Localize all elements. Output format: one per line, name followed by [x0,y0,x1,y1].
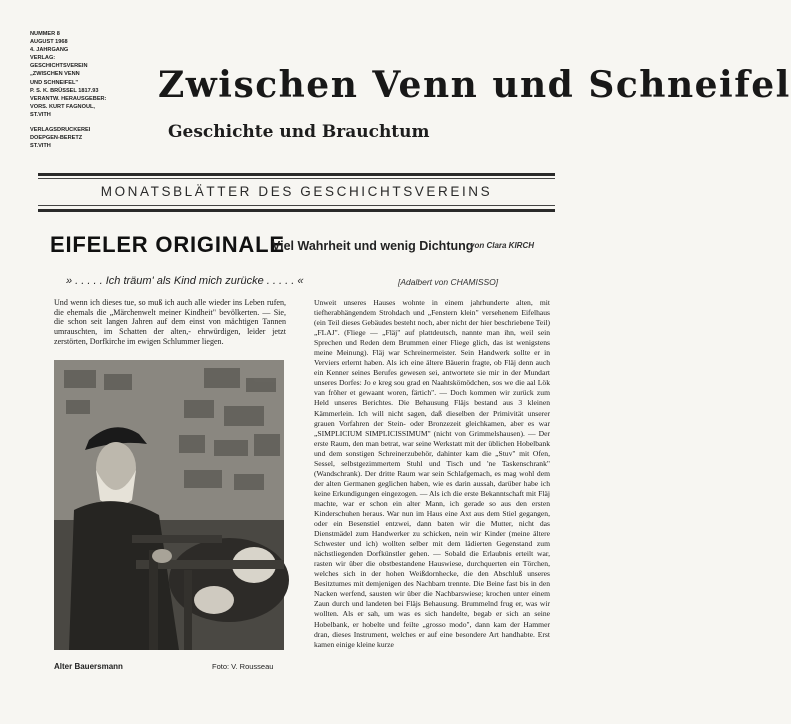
divider-bottom-thin [38,205,555,206]
issue-info-line: VORS. KURT FAGNOUL, [30,103,95,110]
article-body: Unweit unseres Hauses wohnte in einem jahrhunderte alten, mit tiefherabhängendem Strohdach und „Fenstern klein" versehenem Eifelhaus (ein Teil dieses Gebäudes besteht noch, aber nicht der hier beschriebene Teil) „FLAJ". (Fliege — „Fläj" auf plattdeutsch, nannte man ihn, weil sein Sprechen und Reden dem Brummen einer Fliege glich, das ist wenigstens meine Meinung). Fläj war Schreinermeister. Sein Handwerk sollte er in Verviers erlernt haben. Als ich eine ältere Bäuerin fragte, ob Fläj denn auch ein Kenner seines Berufes gewesen sei, antwortete sie mir in der Mundart unseres Dorfes: Jo e kreg sou grad en Naahtskömödchen, sos we die aal Lök van fröher et gewaant woren, färtich". — Doch kommen wir zurück zum Held unseres Berichtes. Die Behausung Fläjs bestand aus 3 kleinen Kämmerlein. Ich will nicht sagen, daß dieselben der Primivität unserer grauen Vorfahren der Stein- oder Bronzezeit gleichkamen, aber es war „SIMPLICIUM SIMPLICISSIMUM" (nicht von Grimmelshausen). — Der erste Raum, den man betrat, war seine Werkstatt mit der üblichen Hobelbank und dem sonstigen Schreinerzubehör, dahinter kam die „Stuv" mit Ofen, Sessel, selbstgezimmertem Stuhl und Tisch und 'ne Taskenschrank" (Wandschrank). Der dritte Raum war sein Schlafgemach, es mag wohl dem der alten Germanen geglichen haben, wie es darin aussah, darüber habe ich keine Erkundigungen eingezogen. — Als ich die erste Bekanntschaft mit Fläj machte, war er schon ein alter Mann, ich gerade so aus den ersten Kinderschuhen heraus. War nun im Haus eine Axt aus dem Stiel gegangen, oder ein Besenstiel entzwei, dann baten wir die Mutter, nicht das Dienstmädel zum Handwerker zu schicken, nein wir Kinder (meine ältere Schwester und ich) wollten selber mit dem lädierten Gegenstand zum nächstliegenden Dorfkünstler gehen. — Sobald die Erlaubnis erteilt war, rasten wir über die obstbestandene Hauswiese, durchquerten ein Törchen, welches sich in der hohen Weißdornhecke, die den Abschluß unseres Besitztumes mit demjenigen des Nachbarn trennte. Die Beine fast bis in den Nacken werfend, sausten wir über die Nachbarswiese; krochen unter einem Zaun durch und landeten bei Fläjs Behausung. Brummelnd frug er, was wir wollten. Als er sah, um was es sich handelte, begab er sich an seine Hobelbank, er hobelte und feilte „grosso modo", dann kam der Hammer dran, dieses Instrument, welches er auf eine besondere Art handhabte. Erst kamen einige kleine kurze [314,298,550,649]
issue-info-line: VERLAGSDRUCKEREI [30,127,91,134]
issue-info-line: DOEPGEN-BERETZ [30,135,83,142]
divider-bottom [38,209,555,212]
issue-info-line: VERANTW. HERAUSGEBER: [30,95,107,102]
article-title: EIFELER ORIGINALE [50,232,285,257]
issue-info-line: AUGUST 1968 [30,39,68,46]
issue-info-line: NUMMER 8 [30,31,60,37]
issue-info-line: GESCHICHTSVEREIN [30,63,88,70]
issue-info-line: VERLAG: [30,55,56,62]
issue-info-line [30,119,165,126]
issue-info-line: 4. JAHRGANG [30,47,69,54]
article-subtitle: Viel Wahrheit und wenig Dichtung [272,239,474,253]
issue-info-line: P. S. K. BRÜSSEL 1817.93 [30,87,99,94]
photo-credit: Foto: V. Rousseau [212,662,274,671]
epigraph-quote: » . . . . . Ich träum' als Kind mich zurücke . . . . . « [66,275,304,287]
divider-top [38,173,555,176]
issue-info-block [30,30,165,150]
masthead-title: Zwischen Venn und Schneifel [158,64,791,106]
masthead-tagline: MONATSBLÄTTER DES GESCHICHTSVEREINS [100,184,493,199]
photo-caption: Alter Bauersmann [54,662,123,671]
photo-old-farmer [54,360,284,650]
issue-info-line: ST.VITH [30,111,51,118]
masthead-subtitle: Geschichte und Brauchtum [168,122,430,142]
article-byline: von Clara KIRCH [470,241,535,250]
divider-top-thin [38,178,555,179]
issue-info-line: ST.VITH [30,143,51,150]
epigraph-source: [Adalbert von CHAMISSO] [398,277,499,287]
issue-info-line: UND SCHNEIFEL" [30,79,79,86]
issue-info-line: „ZWISCHEN VENN [30,71,80,78]
article-intro: Und wenn ich dieses tue, so muß ich auch alle wieder ins Leben rufen, die ehemals die „Märchenwelt meiner Kindheit" bevölkerten. — Sie, die schon seit langen Jahren auf dem einst von mächtigen Tannen umrauschten, im Schatten der alten,- ehrwürdigen, leider jetzt zerstörten, Dorfkirche im ewigen Schlummer liegen. [54,298,286,346]
